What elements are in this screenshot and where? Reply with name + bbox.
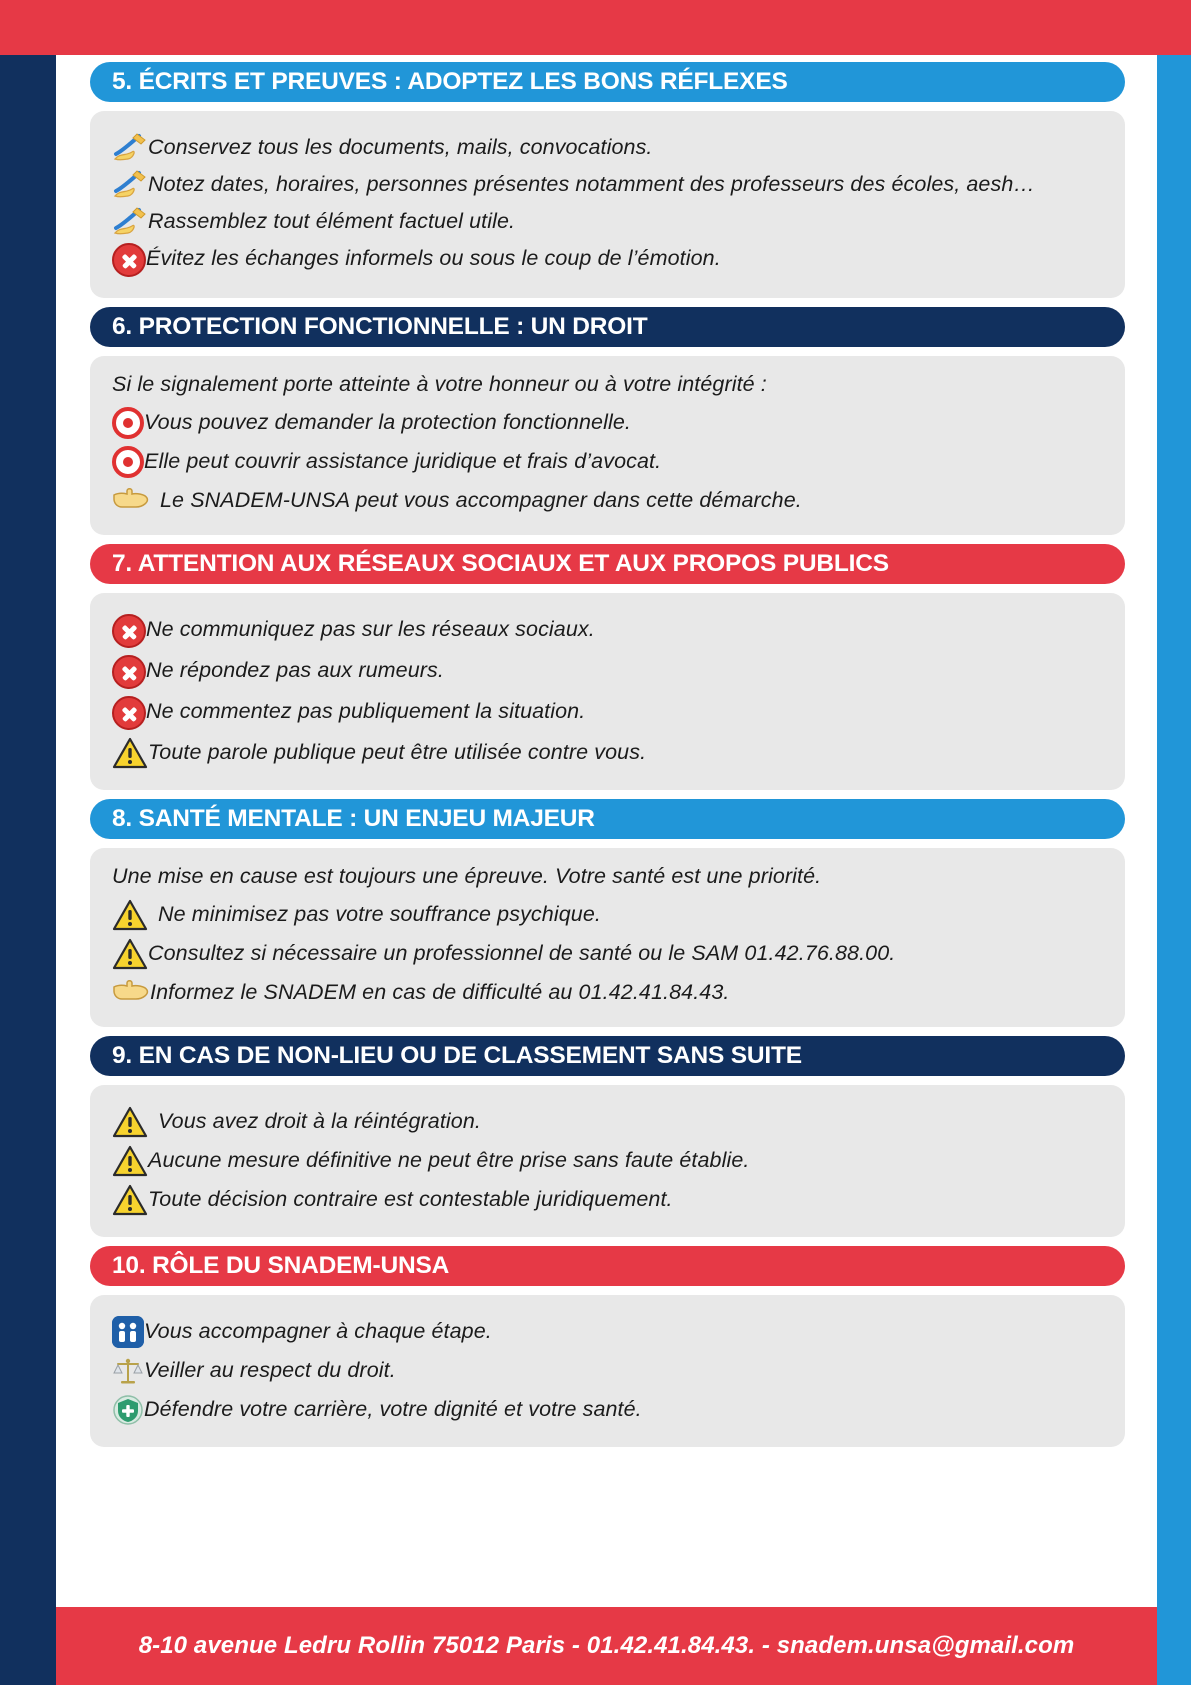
section-10 [90,1246,1125,1447]
warning-icon [112,1106,148,1138]
pencil-icon [112,132,148,162]
list-item-text: Consultez si nécessaire un professionnel de santé ou le SAM 01.42.76.88.00. [148,940,896,965]
medical-shield-icon [112,1394,144,1426]
warning-icon [112,737,148,769]
list-item [112,132,1103,162]
list-item [112,1184,1103,1216]
list-item [112,1145,1103,1177]
section-8-header [90,799,1125,839]
list-item-text: Défendre votre carrière, votre dignité et votre santé. [144,1396,642,1421]
list-item-text: Toute parole publique peut être utilisée contre vous. [148,739,647,764]
list-item-text: Informez le SNADEM en cas de difficulté au 01.42.41.84.43. [150,979,730,1004]
list-item [112,696,1103,730]
section-6-card [90,356,1125,535]
list-item-text: Elle peut couvrir assistance juridique et frais d’avocat. [144,449,662,473]
section-5-title: 5. ÉCRITS ET PREUVES : ADOPTEZ LES BONS RÉFLEXES [112,68,788,95]
list-item-text: Aucune mesure définitive ne peut être prise sans faute établie. [148,1147,750,1172]
list-item-text: Vous pouvez demander la protection fonctionnelle. [144,410,631,434]
list-item-text: Ne commentez pas publiquement la situation. [146,698,586,723]
list-item-text: Notez dates, horaires, personnes présentes notamment des professeurs des écoles, aesh… [148,172,1035,196]
section-9-header [90,1036,1125,1076]
section-7-header [90,544,1125,584]
section-5-card [90,111,1125,298]
list-item [112,206,1103,236]
section-9 [90,1036,1125,1237]
target-icon [112,407,144,439]
list-item [112,737,1103,769]
cross-icon [112,614,146,648]
section-7-card [90,593,1125,790]
target-icon [112,446,144,478]
page-footer [56,1607,1157,1685]
document-body [90,62,1125,1456]
warning-icon [112,1145,148,1177]
list-item-text: Veiller au respect du droit. [144,1357,396,1382]
list-item-text: Conservez tous les documents, mails, convocations. [148,135,653,159]
section-5-header [90,62,1125,102]
list-item [112,446,1103,478]
list-item [112,655,1103,689]
list-item [112,1106,1103,1138]
list-item [112,899,1103,931]
list-item [112,614,1103,648]
section-9-card [90,1085,1125,1237]
section-6-intro: Si le signalement porte atteinte à votre honneur ou à votre intégrité : [112,372,767,396]
pointing-hand-icon [112,485,150,513]
list-item [112,407,1103,439]
section-5 [90,62,1125,298]
list-item [112,938,1103,970]
section-10-title: 10. RÔLE DU SNADEM-UNSA [112,1251,450,1279]
section-6 [90,307,1125,535]
page-border-left [0,55,56,1685]
pencil-icon [112,169,148,199]
section-8-intro: Une mise en cause est toujours une épreuve. Votre santé est une priorité. [112,863,822,888]
section-8-card [90,848,1125,1027]
section-7 [90,544,1125,790]
list-item-text: Vous avez droit à la réintégration. [158,1108,481,1133]
warning-icon [112,899,148,931]
list-item [112,243,1103,277]
warning-icon [112,938,148,970]
list-item [112,485,1103,514]
page-border-top [0,0,1191,55]
list-item-text: Évitez les échanges informels ou sous le coup de l’émotion. [146,246,721,270]
section-6-header [90,307,1125,347]
page-border-right [1157,55,1191,1685]
cross-icon [112,243,146,277]
cross-icon [112,655,146,689]
section-10-header [90,1246,1125,1286]
section-7-title: 7. ATTENTION AUX RÉSEAUX SOCIAUX ET AUX PROPOS PUBLICS [112,549,889,577]
section-9-title: 9. EN CAS DE NON-LIEU OU DE CLASSEMENT SANS SUITE [112,1041,802,1069]
warning-icon [112,1184,148,1216]
list-item [112,1394,1103,1426]
section-6-title: 6. PROTECTION FONCTIONNELLE : UN DROIT [112,313,648,340]
pointing-hand-icon [112,977,150,1005]
scales-icon [112,1355,144,1387]
section-10-card [90,1295,1125,1447]
list-item [112,169,1103,199]
list-item-text: Le SNADEM-UNSA peut vous accompagner dans cette démarche. [160,488,802,512]
list-item [112,1316,1103,1348]
section-8 [90,799,1125,1027]
list-item-text: Vous accompagner à chaque étape. [144,1318,492,1343]
group-icon [112,1316,144,1348]
list-item-text: Ne communiquez pas sur les réseaux sociaux. [146,616,595,641]
cross-icon [112,696,146,730]
list-item-text: Ne répondez pas aux rumeurs. [146,657,444,682]
list-item-text: Toute décision contraire est contestable juridiquement. [148,1186,673,1211]
list-item-text: Ne minimisez pas votre souffrance psychique. [158,901,601,926]
list-item-text: Rassemblez tout élément factuel utile. [148,209,516,233]
footer-contact-text: 8-10 avenue Ledru Rollin 75012 Paris - 01.42.41.84.43. - snadem.unsa@gmail.com [138,1632,1075,1659]
pencil-icon [112,206,148,236]
list-item [112,1355,1103,1387]
list-item [112,977,1103,1006]
section-8-title: 8. SANTÉ MENTALE : UN ENJEU MAJEUR [112,804,595,832]
